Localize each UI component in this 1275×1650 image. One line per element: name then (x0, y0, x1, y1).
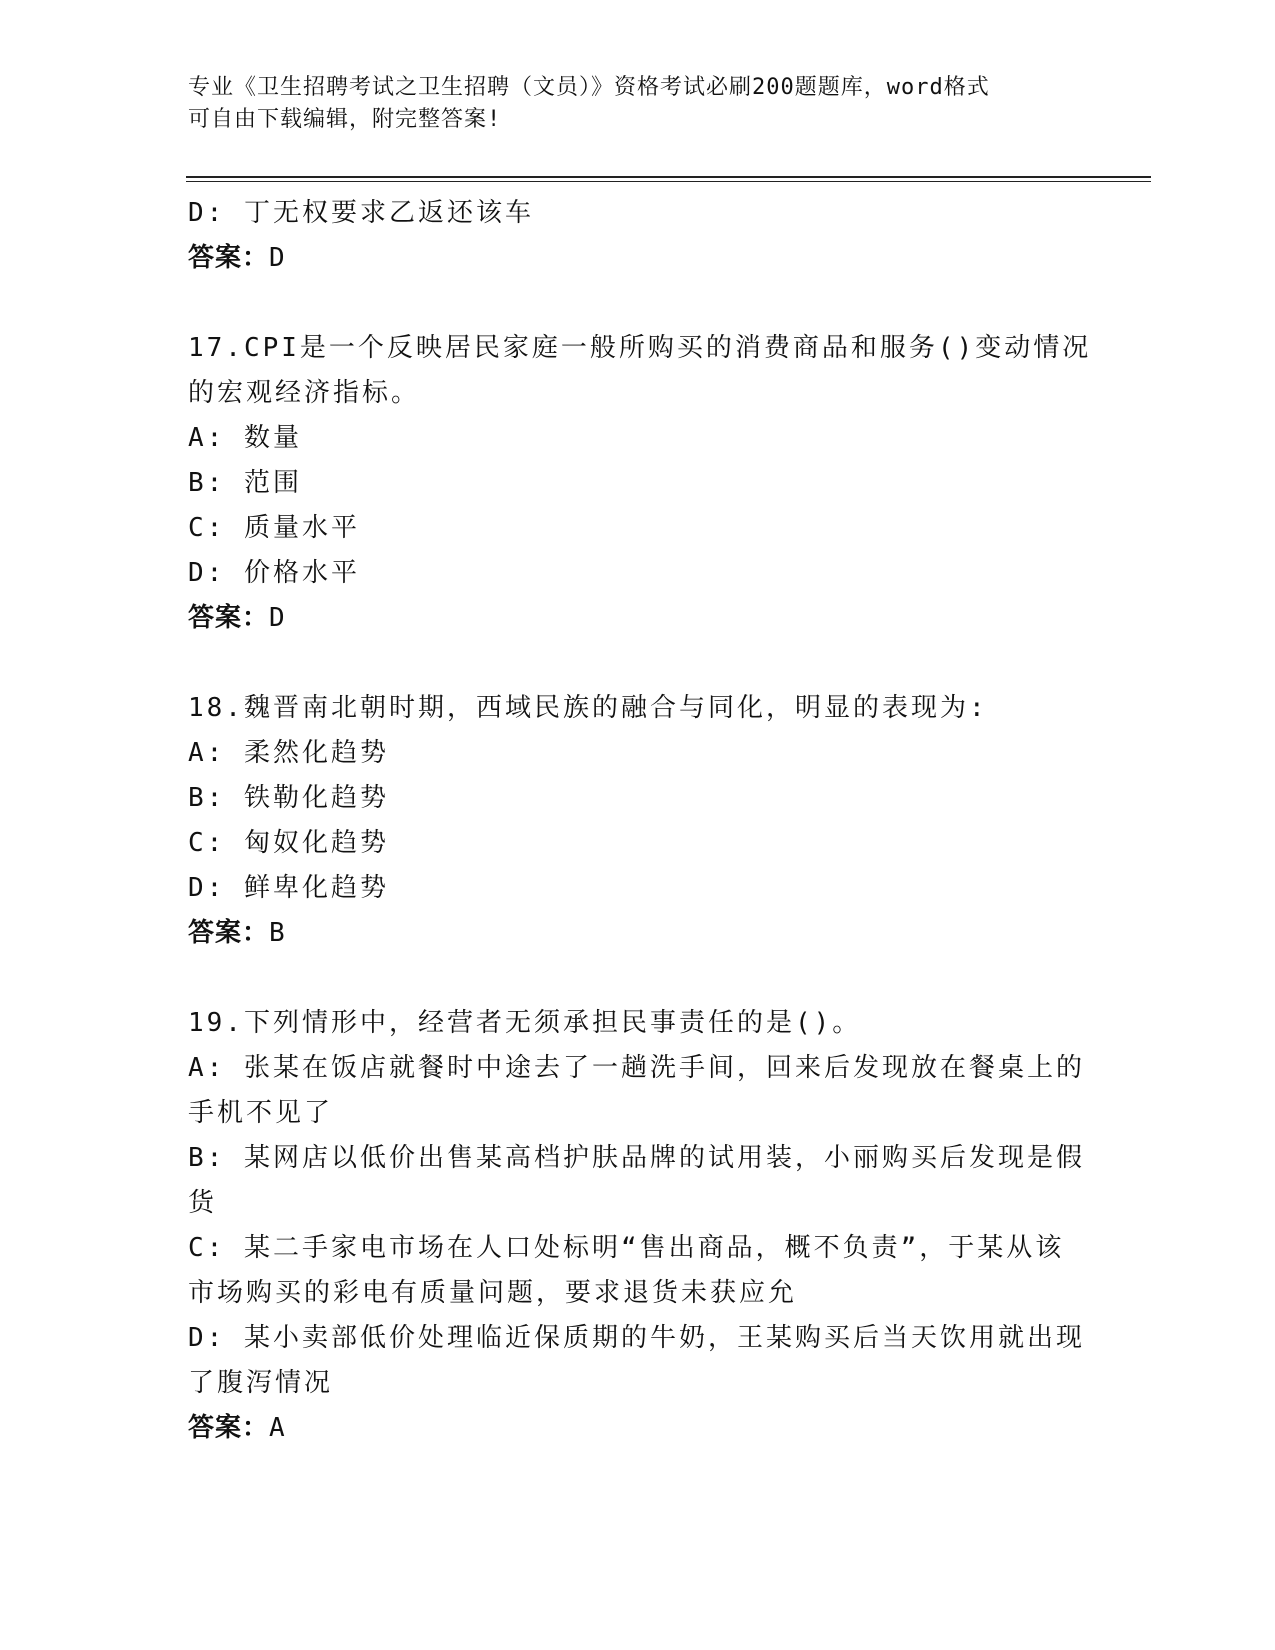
q18-stem-line-1: 18.魏晋南北朝时期，西域民族的融合与同化，明显的表现为: (188, 693, 988, 723)
q17-option-b: B: 范围 (188, 468, 302, 498)
q19-option-b-line-2: 货 (188, 1188, 218, 1218)
answer-label: 答案： (188, 918, 270, 948)
q17-option-a: A: 数量 (188, 423, 302, 453)
answer-label: 答案： (188, 603, 270, 633)
q17-stem-line-1: 17.CPI是一个反映居民家庭一般所购买的消费商品和服务()变动情况 (188, 333, 1092, 363)
prev-answer (188, 236, 1088, 281)
q18-answer (188, 911, 1088, 956)
q19-option-c-line-1: C: 某二手家电市场在人口处标明“售出商品，概不负责”，于某从该 (188, 1233, 1065, 1263)
header-line-1: 专业《卫生招聘考试之卫生招聘（文员）》资格考试必刷200题题库，word格式 (188, 75, 990, 100)
q19-option-c-line-2: 市场购买的彩电有质量问题，要求退货未获应允 (188, 1278, 798, 1308)
header-rule-thick (186, 176, 1151, 178)
q18-option-c: C: 匈奴化趋势 (188, 828, 389, 858)
answer-value: B (269, 918, 286, 948)
q19-answer (188, 1406, 1088, 1451)
q18-option-b: B: 铁勒化趋势 (188, 783, 389, 813)
answer-value: D (269, 603, 286, 633)
answer-label: 答案： (188, 1413, 270, 1443)
q17-stem-line-2: 的宏观经济指标。 (188, 378, 421, 408)
q18-option-d: D: 鲜卑化趋势 (188, 873, 389, 903)
q17-answer (188, 596, 1088, 641)
answer-value: A (269, 1413, 286, 1443)
q19-stem-line-1: 19.下列情形中，经营者无须承担民事责任的是()。 (188, 1008, 862, 1038)
q17-option-d: D: 价格水平 (188, 558, 360, 588)
q19-option-d-line-2: 了腹泻情况 (188, 1368, 334, 1398)
prev-option-d: D: 丁无权要求乙返还该车 (188, 198, 534, 228)
answer-label: 答案： (188, 243, 270, 273)
question-list (188, 191, 1092, 1451)
header-line-2: 可自由下载编辑，附完整答案! (188, 107, 502, 132)
q19-option-b-line-1: B: 某网店以低价出售某高档护肤品牌的试用装，小丽购买后发现是假 (188, 1143, 1085, 1173)
header-rule-thin (186, 181, 1151, 182)
q17-option-c: C: 质量水平 (188, 513, 360, 543)
answer-value: D (269, 243, 286, 273)
spacer (188, 641, 1088, 686)
page-header (188, 72, 1068, 136)
q18-option-a: A: 柔然化趋势 (188, 738, 389, 768)
q19-option-d-line-1: D: 某小卖部低价处理临近保质期的牛奶，王某购买后当天饮用就出现 (188, 1323, 1085, 1353)
q19-option-a-line-2: 手机不见了 (188, 1098, 334, 1128)
spacer (188, 281, 1088, 326)
q19-option-a-line-1: A: 张某在饭店就餐时中途去了一趟洗手间，回来后发现放在餐桌上的 (188, 1053, 1085, 1083)
spacer (188, 956, 1088, 1001)
